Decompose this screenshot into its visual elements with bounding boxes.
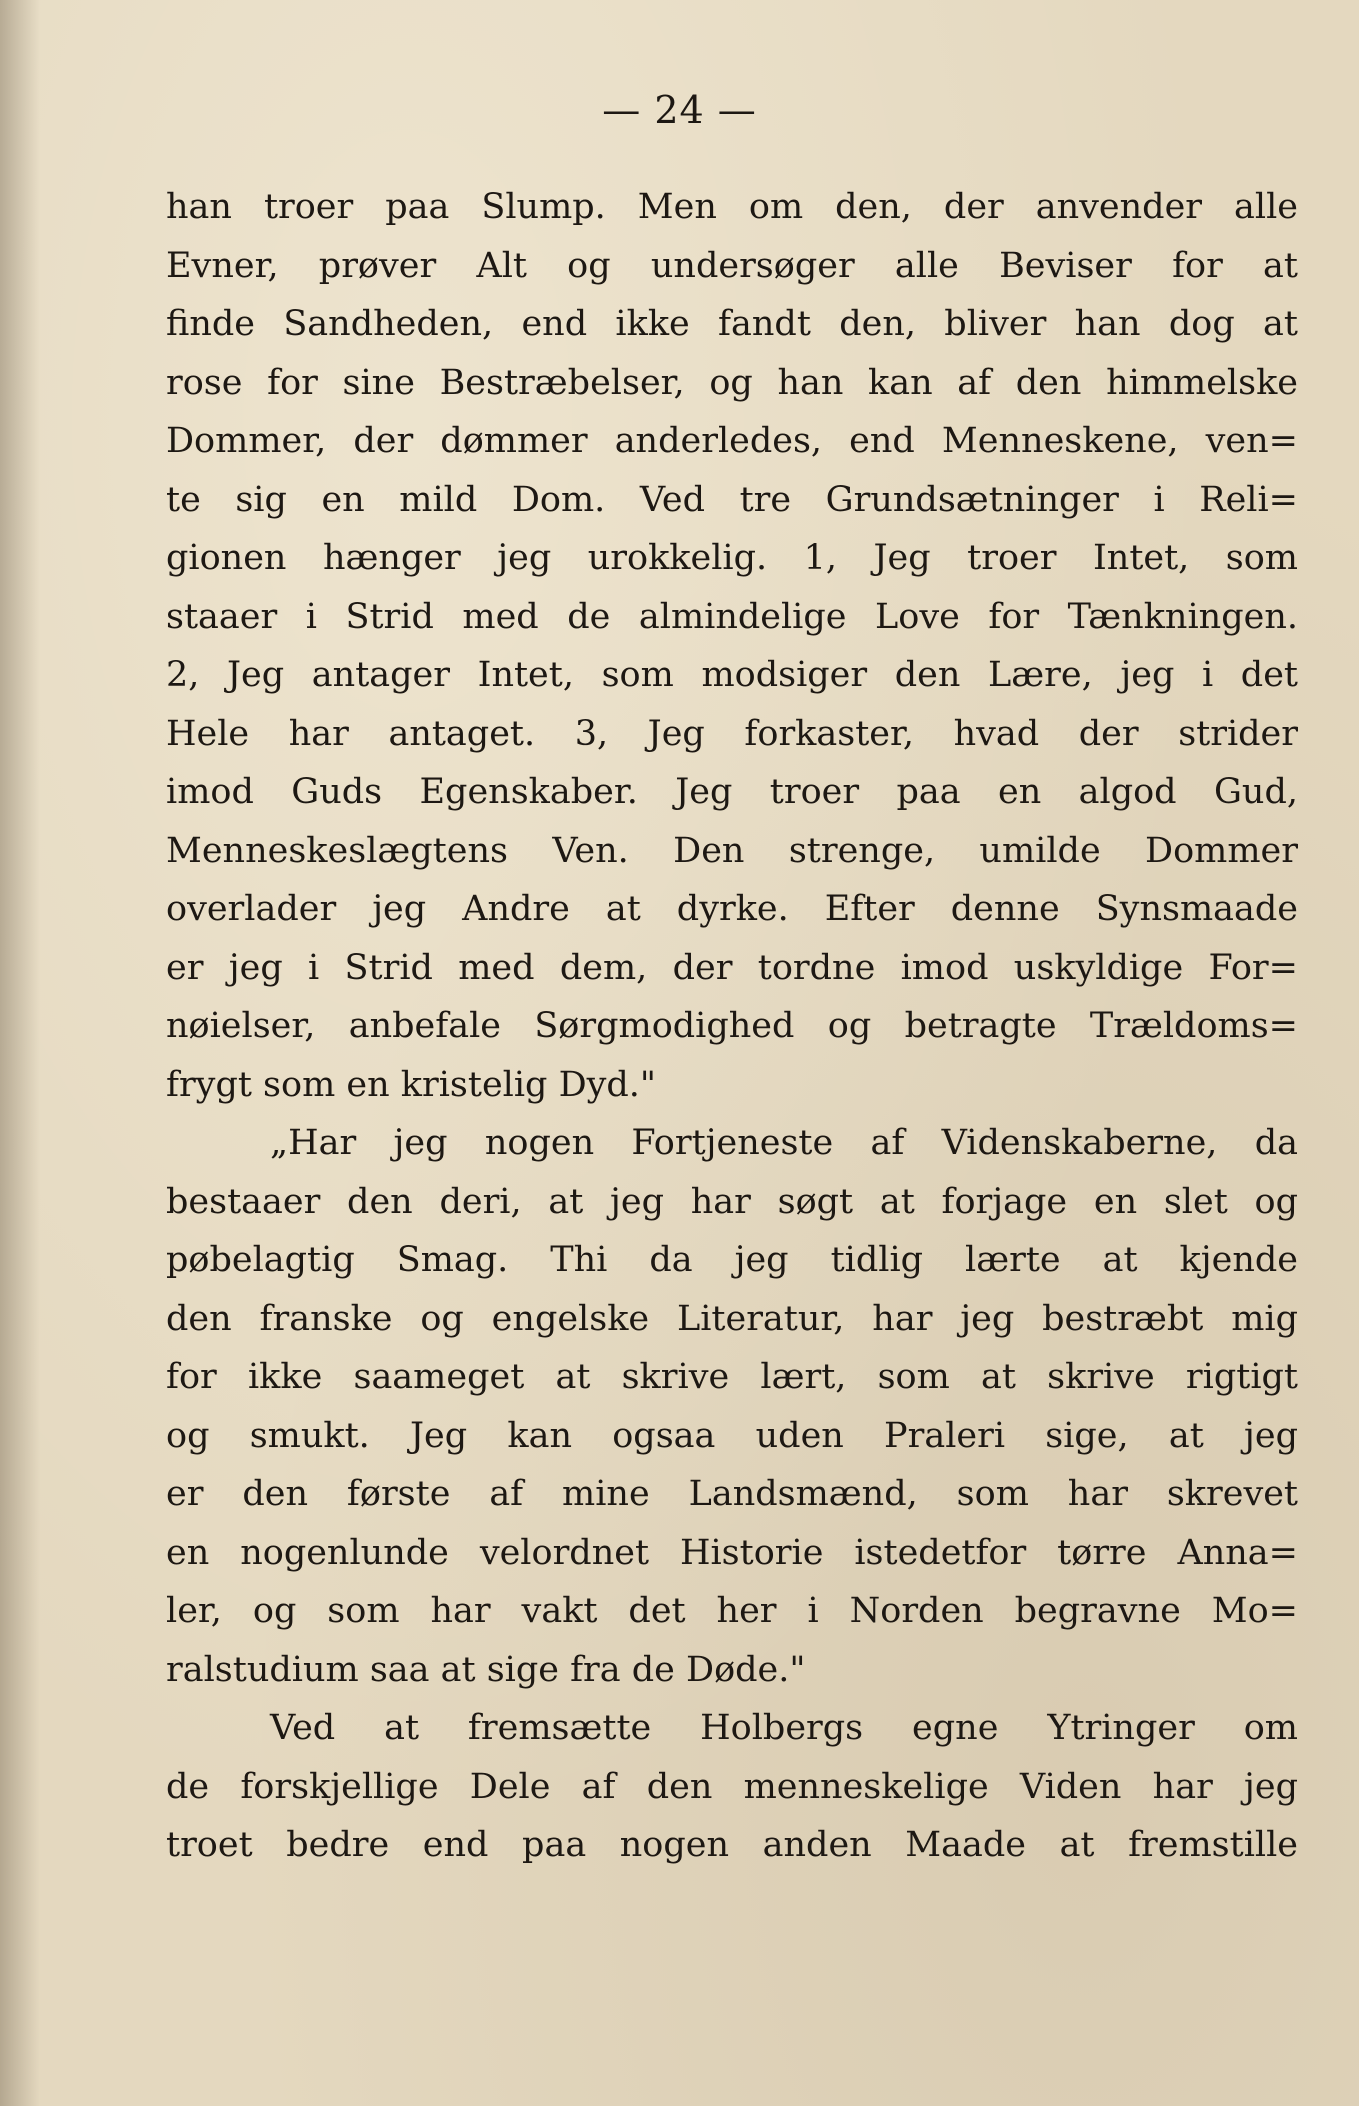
text-line: finde Sandheden, end ikke fandt den, bliver han dog at [166,304,1298,344]
text-line: gionen hænger jeg urokkelig. 1, Jeg troer Intet, som [166,538,1298,578]
text-line: nøielser, anbefale Sørgmodighed og betragte Trældoms= [166,1006,1298,1046]
paragraph-start-line: Ved at fremsætte Holbergs egne Ytringer om [270,1708,1298,1748]
text-line: staaer i Strid med de almindelige Love for Tænkningen. [166,596,1298,637]
body-text [166,178,1298,1875]
text-line: imod Guds Egenskaber. Jeg troer paa en algod Gud, [166,772,1298,812]
text-line: den franske og engelske Literatur, har jeg bestræbt mig [166,1298,1298,1339]
text-line: for ikke saameget at skrive lært, som at skrive rigtigt [166,1357,1298,1397]
text-line: Hele har antaget. 3, Jeg forkaster, hvad der strider [166,713,1298,754]
text-line: bestaaer den deri, at jeg har søgt at forjage en slet og [166,1181,1298,1222]
text-line: Dommer, der dømmer anderledes, end Menneskene, ven= [166,421,1298,461]
text-line: en nogenlunde velordnet Historie istedetfor tørre Anna= [166,1532,1298,1573]
text-line: ler, og som har vakt det her i Norden begravne Mo= [166,1591,1298,1631]
paragraph-start-line: „Har jeg nogen Fortjeneste af Videnskaberne, da [270,1123,1298,1163]
text-line: 2, Jeg antager Intet, som modsiger den Lære, jeg i det [166,655,1298,695]
text-line: pøbelagtig Smag. Thi da jeg tidlig lærte at kjende [166,1240,1298,1280]
text-line: Evner, prøver Alt og undersøger alle Beviser for at [166,245,1298,286]
text-line: te sig en mild Dom. Ved tre Grundsætninger i Reli= [166,479,1298,520]
text-line: er jeg i Strid med dem, der tordne imod uskyldige For= [166,947,1298,988]
text-line: de forskjellige Dele af den menneskelige Viden har jeg [166,1766,1298,1807]
page-number: — 24 — [602,88,757,132]
text-line: rose for sine Bestræbelser, og han kan af den himmelske [166,362,1298,403]
text-line: frygt som en kristelig Dyd." [166,1064,657,1105]
text-line: han troer paa Slump. Men om den, der anvender alle [166,187,1298,227]
text-line: overlader jeg Andre at dyrke. Efter denne Synsmaade [166,889,1298,929]
text-line: og smukt. Jeg kan ogsaa uden Praleri sige, at jeg [166,1415,1298,1456]
text-line: er den første af mine Landsmænd, som har skrevet [166,1474,1298,1514]
text-line: Menneskeslægtens Ven. Den strenge, umilde Dommer [166,830,1298,871]
page-spine-shadow [0,0,40,2106]
text-line: troet bedre end paa nogen anden Maade at fremstille [166,1825,1298,1865]
text-line: ralstudium saa at sige fra de Døde." [166,1649,806,1690]
